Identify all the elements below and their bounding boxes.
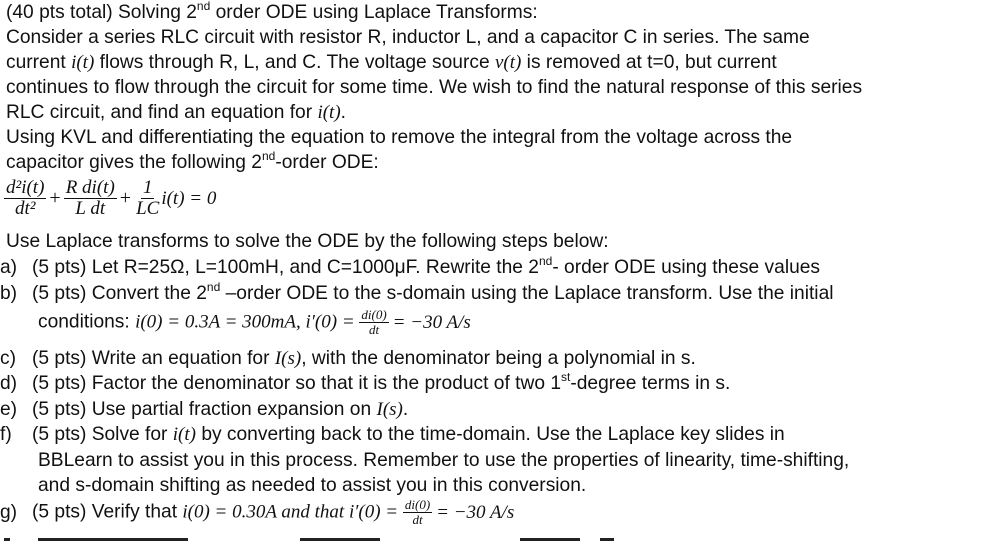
step-b-math1: i(0) = 0.3A = 300mA, i′(0) = [135, 311, 360, 333]
step-b-text: (5 pts) Convert the 2 [32, 283, 207, 304]
voltage-symbol: v(t) [494, 52, 522, 73]
step-c-text2: , with the denominator being a polynomial in s. [301, 348, 696, 369]
kvl-text-2b: -order ODE: [275, 152, 379, 173]
step-b-text2: –order ODE to the s-domain using the Laplace transform. Use the initial [220, 283, 834, 304]
ode-f3-den: LC [136, 197, 160, 219]
intro-text-1: Consider a series RLC circuit with resistor R, inductor L, and a capacitor C in series. The same [6, 27, 810, 48]
kvl-sup: nd [261, 149, 276, 163]
step-a-text2: - order ODE using these values [552, 257, 821, 278]
step-a [0, 254, 821, 278]
intro-text-2b: flows through R, L, and C. The voltage source [99, 52, 495, 73]
step-e [0, 400, 408, 419]
step-g-text: (5 pts) Verify that [32, 501, 183, 523]
intro-line-3 [6, 78, 862, 97]
step-f-text-line2: BBLearn to assist you in this process. Remember to use the properties of linearity, time-shifting, [38, 450, 850, 471]
intro-text-4: RLC circuit, and find an equation for [6, 102, 318, 123]
kvl-line-2 [6, 149, 379, 173]
title-rest: order ODE using Laplace Transforms: [210, 2, 538, 23]
step-c [0, 349, 696, 368]
step-b [0, 280, 834, 304]
ode-f1-num: d²i(t) [6, 177, 45, 198]
step-g-fraction [403, 498, 432, 526]
step-g-frac-den: dt [412, 511, 423, 527]
step-f-line-2 [38, 451, 849, 470]
ode-tail: i(t) = 0 [161, 187, 217, 209]
step-d-text2: -degree terms in s. [570, 373, 731, 394]
intro-text-3: continues to flow through the circuit for some time. We wish to find the natural response of this series [6, 77, 863, 98]
ode-plus-2: + [119, 187, 132, 210]
ode-f1-den: dt² [14, 197, 36, 219]
step-g [0, 498, 514, 526]
step-e-text2: . [402, 399, 409, 420]
ode-plus-1: + [49, 187, 61, 210]
step-c-math: I(s) [274, 348, 302, 369]
ode-fraction-1 [4, 178, 46, 219]
step-f-label: f) [0, 424, 12, 445]
intro-line-2 [6, 53, 777, 72]
step-b-label: b) [0, 283, 18, 304]
step-e-math: I(s) [376, 399, 403, 420]
kvl-line-1 [6, 128, 792, 147]
ode-f2-den: L dt [75, 197, 106, 219]
intro-text-2a: current [6, 52, 72, 73]
step-e-label: e) [0, 399, 18, 420]
title-text: (40 pts total) Solving 2 [6, 2, 197, 23]
intro-text-4b: . [340, 102, 347, 123]
ode-f2-num: R di(t) [65, 177, 115, 198]
steps-intro-text: Use Laplace transforms to solve the ODE by the following steps below: [6, 231, 609, 252]
ode-equation [4, 178, 216, 219]
step-g-frac-num: di(0) [404, 497, 431, 512]
step-a-sup: nd [538, 254, 553, 268]
step-f [0, 425, 785, 444]
step-g-math1: i(0) = 0.30A and that i′(0) = [182, 501, 403, 523]
step-g-math2: = −30 A/s [436, 501, 515, 523]
cropped-next-line [0, 534, 988, 542]
step-e-text: (5 pts) Use partial fraction expansion on [32, 399, 377, 420]
step-d [0, 370, 731, 394]
step-c-text: (5 pts) Write an equation for [32, 348, 275, 369]
steps-intro-line [6, 232, 609, 251]
step-g-label: g) [0, 501, 18, 523]
step-b-fraction [359, 308, 388, 336]
step-a-text: (5 pts) Let R=25Ω, L=100mH, and C=1000μF. Rewrite the 2 [32, 257, 539, 278]
step-f-text: (5 pts) Solve for [32, 424, 173, 445]
ode-fraction-3 [134, 178, 161, 219]
step-b-frac-den: dt [368, 321, 380, 337]
step-f-text2: by converting back to the time-domain. Use the Laplace key slides in [195, 424, 785, 445]
step-f-text-line3: and s-domain shifting as needed to assist you in this conversion. [38, 475, 587, 496]
title-sup: nd [196, 0, 211, 13]
step-b-conditions [38, 308, 471, 336]
kvl-text-1: Using KVL and differentiating the equation to remove the integral from the voltage across the [6, 127, 793, 148]
title-line [6, 0, 538, 23]
kvl-text-2: capacitor gives the following 2 [6, 152, 262, 173]
step-d-sup: st [561, 370, 571, 384]
intro-text-2c: is removed at t=0, but current [521, 52, 777, 73]
step-b-frac-num: di(0) [361, 307, 387, 322]
step-f-line-3 [38, 476, 586, 495]
step-b-math2: = −30 A/s [392, 311, 471, 333]
ode-f3-num: 1 [142, 177, 153, 198]
step-a-label: a) [0, 257, 18, 278]
step-b-cond-label: conditions: [38, 311, 136, 333]
step-d-text: (5 pts) Factor the denominator so that it is the product of two 1 [32, 373, 561, 394]
step-c-label: c) [0, 348, 16, 369]
step-d-label: d) [0, 373, 18, 394]
intro-line-4 [6, 103, 346, 122]
current-symbol: i(t) [71, 52, 95, 73]
step-f-math: i(t) [172, 424, 196, 445]
current-symbol-2: i(t) [317, 102, 341, 123]
step-b-sup: nd [206, 280, 221, 294]
ode-fraction-2 [64, 178, 117, 219]
intro-line-1 [6, 28, 810, 47]
